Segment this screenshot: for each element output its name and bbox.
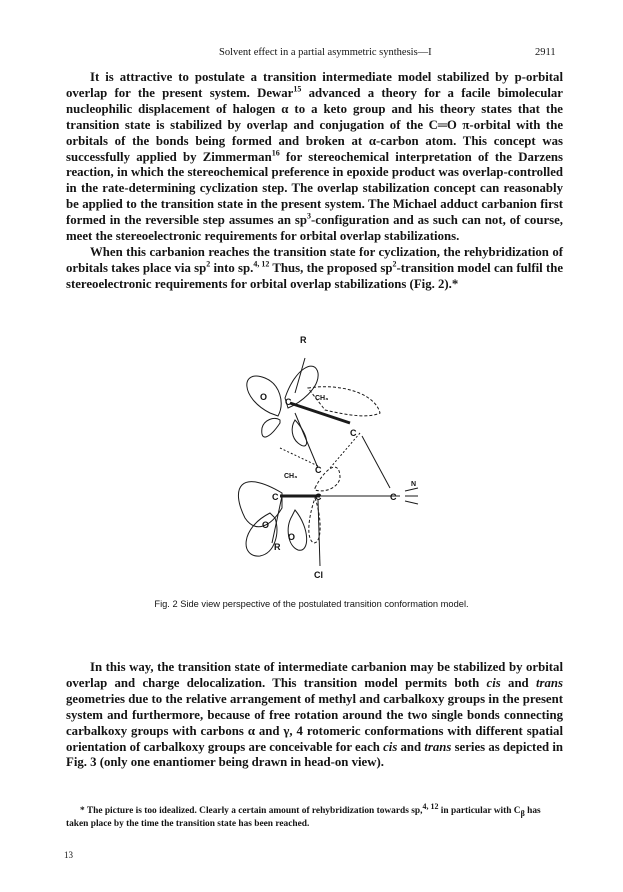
page-number: 2911: [535, 47, 556, 58]
transition-state-figure: [200, 328, 420, 588]
paragraph-overlap-model: [66, 70, 563, 245]
p2-text-4: -transition model can fulfil the stereoelectronic requirements for orbital overlap stabilizations (Fig. 2).*: [66, 260, 564, 291]
label-o-lower: O: [262, 520, 270, 530]
ref-zimmerman: 16: [271, 148, 280, 158]
running-title: Solvent effect in a partial asymmetric synthesis—I: [219, 47, 432, 58]
footnote-text-2: in particular with C: [438, 806, 521, 816]
p3-cis: cis: [486, 675, 501, 690]
sp3-superscript: 3: [307, 211, 312, 221]
bond-dotted-upper: [280, 448, 318, 466]
p2-text-1: When this carbanion reaches the transition state for cyclization, the rehybridization of orbitals takes place via sp: [66, 244, 563, 275]
orbital-lobe-upper-small: [262, 418, 280, 437]
label-c-right: C: [350, 428, 357, 438]
main-text-block: [66, 70, 563, 293]
running-header: [0, 47, 623, 63]
p3-text-d: and: [397, 739, 425, 754]
label-n: N: [411, 481, 417, 488]
bond-cn-1: [405, 488, 418, 491]
main-text-block-2: [66, 660, 563, 771]
label-r-lower: R: [274, 542, 281, 552]
p3-text-e: series as depicted in Fig. 3 (only one enantiomer being drawn in head-on view).: [66, 739, 563, 770]
p3-text-a: In this way, the transition state of intermediate carbanion may be stabilized by orbital overlap and charge delocalization. This transition model permits both: [66, 660, 563, 690]
sp2-superscript-b: 2: [392, 259, 397, 269]
bond-c-carbanion: [295, 413, 318, 468]
p1-text-3: for stereochemical interpretation of the Darzens reaction, in which the stereochemical preference in epoxide product was overlap-controlled in the rate-determining cyclization step. The overlap stabilization concept can reasonably be applied to the transition state in the present system. The Michael adduct carbanion first formed in the reversible step assumes an sp: [66, 149, 563, 228]
p1-text-4: -configuration and as such can not, of course, meet the stereoelectronic requirements for orbital overlap stabilizations.: [66, 213, 563, 244]
label-ch3-lower: CH₃: [284, 473, 298, 480]
footnote-refs: 4, 12: [422, 801, 439, 811]
footnote-subscript: β: [520, 808, 525, 818]
label-c-far-right: C: [390, 492, 397, 502]
footnote: [66, 801, 563, 830]
bond-cn-3: [405, 501, 418, 504]
paragraph-rehybridization: [66, 245, 563, 293]
p3-text-b: and: [500, 675, 536, 690]
p1-text-2: advanced a theory for a facile bimolecular nucleophilic displacement of halogen α to a keto group and his theory states that the transition state is stabilized by overlap and conjugation of the C═O π-orbital with the orbitals of the bonds being formed and broken at α-carbon atom. This concept was successfully applied by Zimmerman: [66, 85, 563, 164]
p3-text-c: geometries due to the relative arrangement of methyl and carbalkoxy groups in the present system and furthermore, because of free rotation around the two single bonds connecting carbalkoxy groups with carbons α and γ, 4 rotomeric conformations with different spatial orientation of carbalkoxy groups are conceivable for each: [66, 691, 563, 754]
label-c-center: C: [315, 465, 322, 475]
footnote-text-3: has taken place by the time the transition state has been reached.: [66, 806, 541, 829]
p2-text-2: into sp.: [210, 260, 254, 275]
ref-dewar: 15: [293, 84, 302, 94]
p3-cis-2: cis: [383, 739, 398, 754]
sp2-superscript-a: 2: [206, 259, 211, 269]
label-o-lower2: O: [288, 532, 296, 542]
bond-c-cn: [362, 436, 390, 488]
bond-forming-dashed: [330, 433, 360, 468]
p1-text-1: It is attractive to postulate a transition intermediate model stabilized by p-orbital overlap for the present system. Dewar: [66, 70, 563, 100]
footnote-text-1: * The picture is too idealized. Clearly a certain amount of rehybridization towards sp,: [80, 806, 423, 816]
label-o-left: O: [260, 392, 268, 402]
p3-trans: trans: [535, 675, 563, 690]
label-r-top: R: [300, 335, 307, 345]
label-cl: Cl: [314, 570, 323, 580]
ref-4-12: 4, 12: [253, 259, 270, 269]
paragraph-transition-state: [66, 660, 563, 771]
p3-trans-2: trans: [424, 739, 452, 754]
label-c-lower-left: C: [272, 492, 279, 502]
label-ch3-upper: CH₃: [315, 395, 329, 402]
corner-mark: 13: [64, 850, 73, 860]
label-c-lower-mid: C: [315, 492, 322, 502]
footnote-text: [66, 801, 563, 830]
p2-text-3: Thus, the proposed sp: [269, 260, 393, 275]
figure-caption: Fig. 2 Side view perspective of the postulated transition conformation model.: [154, 599, 469, 609]
label-c-upper: C: [285, 397, 292, 407]
orbital-lobe-lower-right: [288, 510, 306, 550]
